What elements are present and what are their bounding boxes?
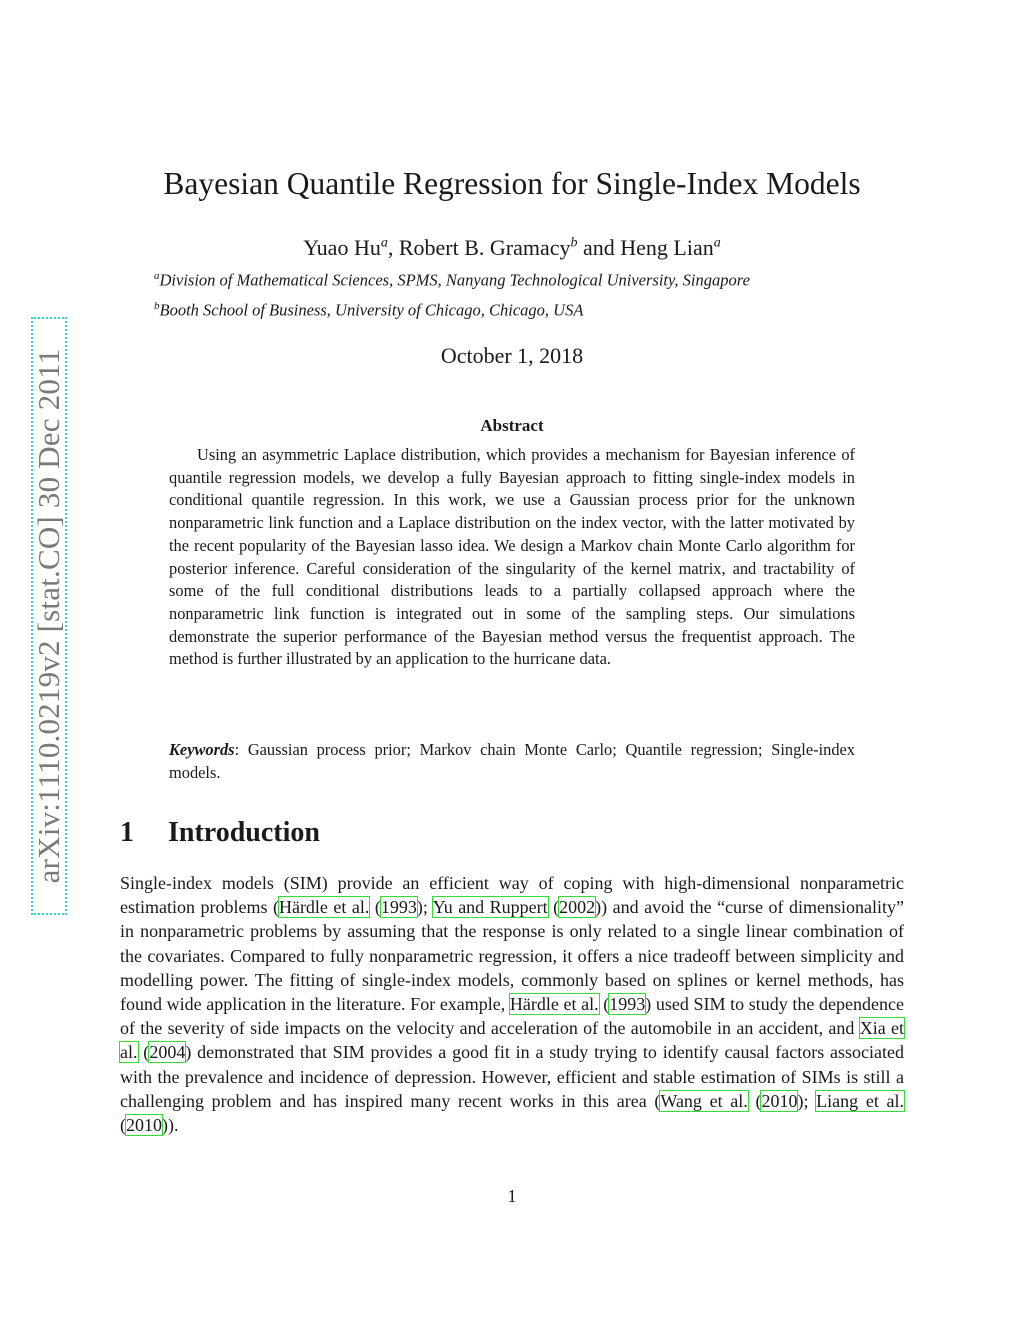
- intro-text: (: [137, 1042, 150, 1063]
- intro-text: (: [369, 897, 381, 918]
- affiliation-a: [154, 270, 750, 291]
- citation-link[interactable]: Wang et al.: [660, 1090, 748, 1111]
- abstract-heading: Abstract: [480, 416, 544, 435]
- intro-paragraph: [120, 871, 904, 1137]
- citation-link[interactable]: Härdle et al.: [509, 994, 599, 1015]
- affiliation-b: [154, 300, 583, 321]
- keywords-text: : Gaussian process prior; Markov chain Monte Carlo; Quantile regression; Single-index models.: [169, 740, 855, 782]
- citation-link[interactable]: Xia et al.: [120, 1018, 904, 1063]
- arxiv-stamp-text: arXiv:1110.0219v2 [stat.CO] 30 Dec 2011: [31, 348, 66, 884]
- arxiv-stamp[interactable]: [31, 317, 67, 915]
- paper-title: Bayesian Quantile Regression for Single-Index Models: [163, 166, 861, 201]
- intro-text: (: [747, 1090, 762, 1111]
- author-mark: b: [570, 235, 578, 251]
- section-title: Introduction: [168, 817, 320, 848]
- citation-year-link[interactable]: 1993: [609, 994, 646, 1015]
- intro-text: Single-index models (SIM) provide an efficient way of coping with high-dimensional nonparametric estimation problems (: [120, 873, 904, 918]
- author-line: [0, 235, 1024, 261]
- intro-text: )) and avoid the “curse of dimensionality” in nonparametric problems by assuming that the response is only related to a single linear combination of the covariates. Compared to fully nonparametric regression, it offers a nice tradeoff between simplicity and modelling power. The fitting of single-index models, commonly based on splines or kernel methods, has found wide application in the literature. For example,: [120, 897, 904, 1015]
- intro-text: );: [416, 897, 433, 918]
- author-name: Yuao Hu: [303, 235, 381, 260]
- section-heading: [120, 817, 320, 849]
- intro-text: (: [120, 1115, 126, 1136]
- intro-text: ) demonstrated that SIM provides a good fit in a study trying to identify causal factors associated with the prevalence and incidence of depression. However, efficient and stable estimation of SIMs is still a challenging problem and has inspired many recent works in this area (: [120, 1042, 904, 1111]
- citation-year-link[interactable]: 1993: [380, 897, 417, 918]
- citation-year-link[interactable]: 2010: [126, 1115, 162, 1136]
- citation-link[interactable]: Härdle et al.: [278, 897, 370, 918]
- intro-text: );: [797, 1090, 817, 1111]
- citation-link[interactable]: Liang et al.: [816, 1090, 904, 1111]
- author-separator: and: [577, 235, 621, 260]
- author-name: Robert B. Gramacy: [398, 235, 571, 260]
- section-number: 1: [120, 817, 134, 848]
- abstract-body: Using an asymmetric Laplace distribution, which provides a mechanism for Bayesian inference of quantile regression models, we develop a fully Bayesian approach to fitting single-index models in conditional quantile regression. In this work, we use a Gaussian process prior for the unknown nonparametric link function and a Laplace distribution on the index vector, with the latter motivated by the recent popularity of the Bayesian lasso idea. We design a Markov chain Monte Carlo algorithm for posterior inference. Careful consideration of the singularity of the kernel matrix, and tractability of some of the full conditional distributions leads to a partially collapsed approach where the nonparametric link function is integrated out in some of the sampling steps. Our simulations demonstrate the superior performance of the Bayesian method versus the frequentist approach. The method is further illustrated by an application to the hurricane data.: [169, 445, 855, 669]
- author-mark: a: [380, 235, 388, 251]
- paper-date: October 1, 2018: [440, 343, 584, 368]
- citation-link[interactable]: Yu and Ruppert: [432, 897, 548, 918]
- keywords-label: Keywords: [169, 740, 235, 759]
- affiliation-text: Booth School of Business, University of Chicago, Chicago, USA: [159, 300, 584, 320]
- keywords: [169, 739, 855, 784]
- citation-year-link[interactable]: 2010: [761, 1090, 798, 1111]
- author-mark: a: [713, 235, 721, 251]
- page-number: 1: [507, 1186, 517, 1206]
- citation-year-link[interactable]: 2002: [559, 897, 596, 918]
- affiliation-mark: a: [154, 270, 160, 282]
- intro-text: )).: [162, 1115, 179, 1136]
- affiliation-mark: b: [154, 300, 160, 312]
- author-name: Heng Lian: [620, 235, 714, 260]
- citation-year-link[interactable]: 2004: [149, 1042, 186, 1063]
- affiliation-text: Division of Mathematical Sciences, SPMS, Nanyang Technological University, Singapore: [159, 270, 750, 290]
- intro-text: (: [547, 897, 560, 918]
- intro-text: ) used SIM to study the dependence of the severity of side impacts on the velocity and acceleration of the automobile in an accident, and: [120, 994, 904, 1039]
- author-separator: ,: [387, 235, 399, 260]
- intro-text: (: [598, 994, 610, 1015]
